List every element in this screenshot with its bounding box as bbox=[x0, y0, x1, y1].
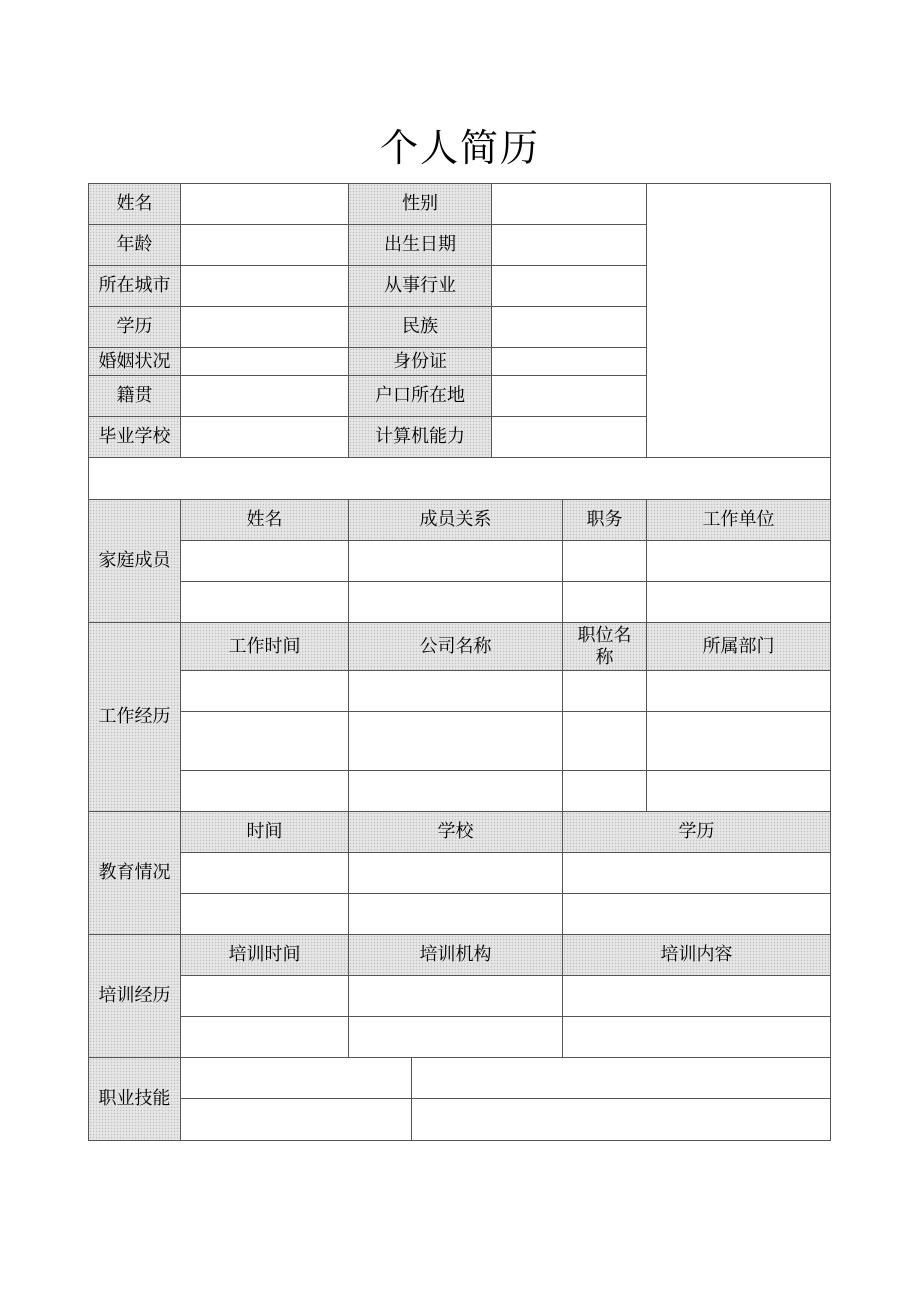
family-header-name: 姓名 bbox=[180, 499, 349, 541]
input-hukou-location[interactable] bbox=[491, 375, 647, 417]
blank-row[interactable] bbox=[88, 457, 831, 500]
family-header-position: 职务 bbox=[562, 499, 647, 541]
training-header-content: 培训内容 bbox=[562, 934, 831, 976]
input-native-place[interactable] bbox=[180, 375, 349, 417]
input-marital-status[interactable] bbox=[180, 347, 349, 376]
label-computer-skill: 计算机能力 bbox=[348, 416, 492, 458]
photo-box[interactable] bbox=[646, 183, 831, 458]
section-work: 工作经历 bbox=[88, 622, 181, 812]
table-cell[interactable] bbox=[348, 540, 563, 582]
input-computer-skill[interactable] bbox=[491, 416, 647, 458]
label-graduate-school: 毕业学校 bbox=[88, 416, 181, 458]
table-cell[interactable] bbox=[348, 1016, 563, 1058]
table-cell[interactable] bbox=[562, 852, 831, 894]
label-hukou-location: 户口所在地 bbox=[348, 375, 492, 417]
table-cell[interactable] bbox=[348, 770, 563, 812]
section-training: 培训经历 bbox=[88, 934, 181, 1058]
input-ethnicity[interactable] bbox=[491, 306, 647, 348]
page-title: 个人简历 bbox=[379, 126, 540, 170]
table-cell[interactable] bbox=[180, 975, 349, 1017]
label-birth-date: 出生日期 bbox=[348, 224, 492, 266]
table-cell[interactable] bbox=[646, 770, 831, 812]
table-cell[interactable] bbox=[180, 581, 349, 623]
table-cell[interactable] bbox=[180, 1016, 349, 1058]
label-industry: 从事行业 bbox=[348, 265, 492, 307]
table-cell[interactable] bbox=[348, 852, 563, 894]
label-native-place: 籍贯 bbox=[88, 375, 181, 417]
label-marital-status: 婚姻状况 bbox=[88, 347, 181, 376]
table-cell[interactable] bbox=[562, 770, 647, 812]
family-header-relation: 成员关系 bbox=[348, 499, 563, 541]
edu-header-degree: 学历 bbox=[562, 811, 831, 853]
label-ethnicity: 民族 bbox=[348, 306, 492, 348]
label-gender: 性别 bbox=[348, 183, 492, 225]
training-header-time: 培训时间 bbox=[180, 934, 349, 976]
table-cell[interactable] bbox=[348, 711, 563, 771]
label-city: 所在城市 bbox=[88, 265, 181, 307]
label-name: 姓名 bbox=[88, 183, 181, 225]
input-age[interactable] bbox=[180, 224, 349, 266]
input-education[interactable] bbox=[180, 306, 349, 348]
table-cell[interactable] bbox=[646, 711, 831, 771]
table-cell[interactable] bbox=[180, 540, 349, 582]
section-family: 家庭成员 bbox=[88, 499, 181, 623]
work-header-job-title: 职位名称 bbox=[562, 622, 647, 671]
work-header-company: 公司名称 bbox=[348, 622, 563, 671]
input-name[interactable] bbox=[180, 183, 349, 225]
section-skills: 职业技能 bbox=[88, 1057, 181, 1141]
input-industry[interactable] bbox=[491, 265, 647, 307]
input-city[interactable] bbox=[180, 265, 349, 307]
table-cell[interactable] bbox=[348, 581, 563, 623]
table-cell[interactable] bbox=[562, 893, 831, 935]
table-cell[interactable] bbox=[646, 670, 831, 712]
table-cell[interactable] bbox=[180, 670, 349, 712]
table-cell[interactable] bbox=[646, 540, 831, 582]
table-cell[interactable] bbox=[562, 975, 831, 1017]
resume-table bbox=[88, 183, 831, 1141]
table-cell[interactable] bbox=[562, 581, 647, 623]
work-header-time: 工作时间 bbox=[180, 622, 349, 671]
table-cell[interactable] bbox=[180, 770, 349, 812]
input-graduate-school[interactable] bbox=[180, 416, 349, 458]
table-cell[interactable] bbox=[411, 1098, 831, 1141]
table-cell[interactable] bbox=[562, 540, 647, 582]
table-cell[interactable] bbox=[348, 670, 563, 712]
label-age: 年龄 bbox=[88, 224, 181, 266]
input-id-card[interactable] bbox=[491, 347, 647, 376]
table-cell[interactable] bbox=[180, 893, 349, 935]
label-id-card: 身份证 bbox=[348, 347, 492, 376]
table-cell[interactable] bbox=[348, 893, 563, 935]
table-cell[interactable] bbox=[348, 975, 563, 1017]
section-education: 教育情况 bbox=[88, 811, 181, 935]
table-cell[interactable] bbox=[180, 1098, 412, 1141]
table-cell[interactable] bbox=[646, 581, 831, 623]
table-cell[interactable] bbox=[562, 670, 647, 712]
input-gender[interactable] bbox=[491, 183, 647, 225]
table-cell[interactable] bbox=[562, 711, 647, 771]
family-header-employer: 工作单位 bbox=[646, 499, 831, 541]
table-cell[interactable] bbox=[180, 1057, 412, 1099]
edu-header-school: 学校 bbox=[348, 811, 563, 853]
table-cell[interactable] bbox=[411, 1057, 831, 1099]
edu-header-time: 时间 bbox=[180, 811, 349, 853]
table-cell[interactable] bbox=[180, 852, 349, 894]
training-header-institution: 培训机构 bbox=[348, 934, 563, 976]
input-birth-date[interactable] bbox=[491, 224, 647, 266]
work-header-department: 所属部门 bbox=[646, 622, 831, 671]
table-cell[interactable] bbox=[562, 1016, 831, 1058]
table-cell[interactable] bbox=[180, 711, 349, 771]
label-education: 学历 bbox=[88, 306, 181, 348]
